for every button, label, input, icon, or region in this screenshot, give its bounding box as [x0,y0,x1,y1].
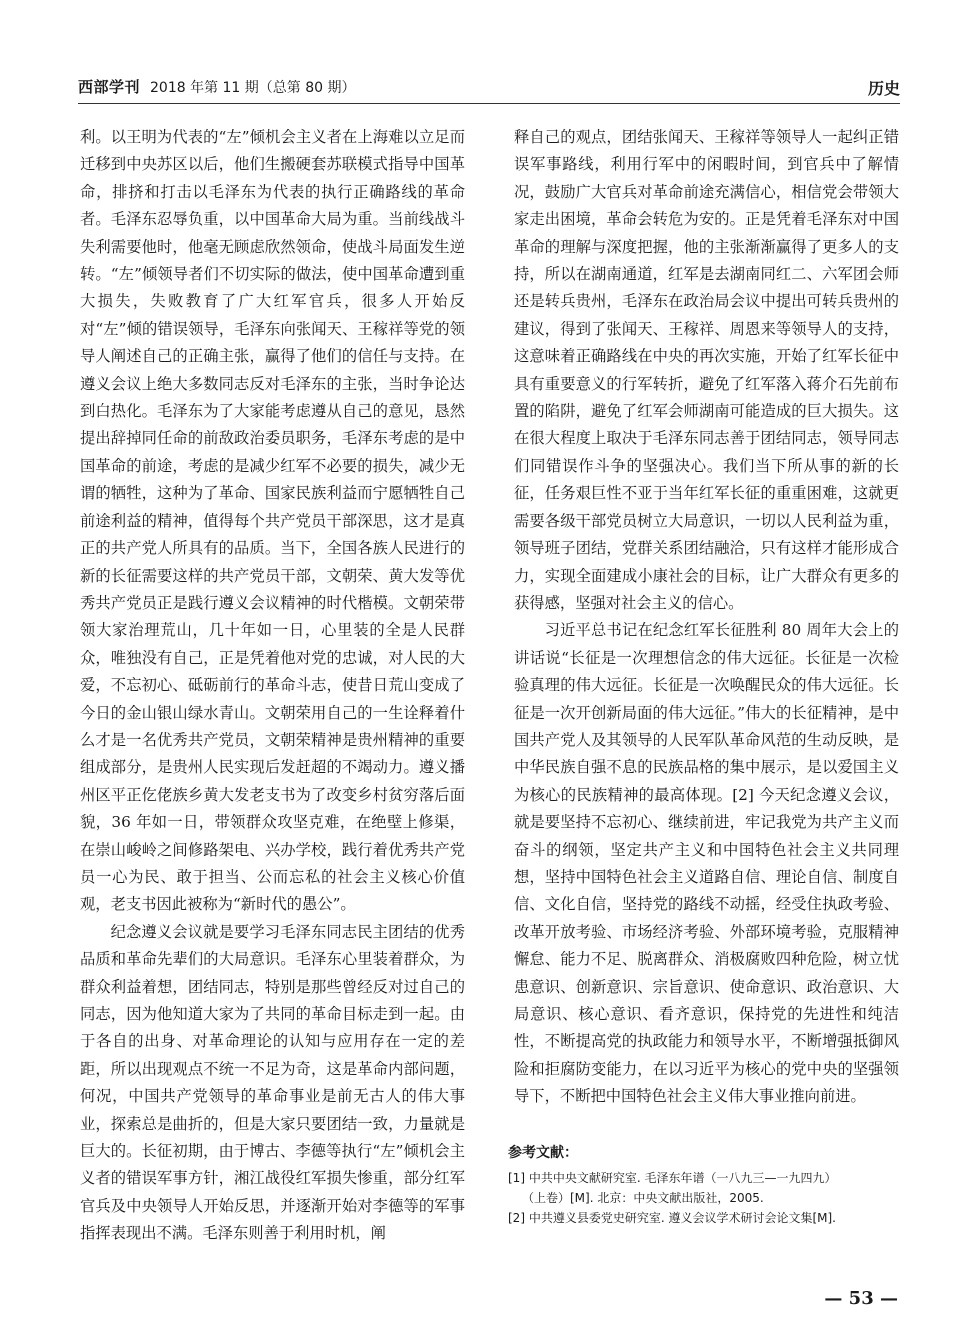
paragraph: 习近平总书记在纪念红军长征胜利 80 周年大会上的讲话说“长征是一次理想信念的伟大远征。长征是一次检验真理的伟大远征。长征是一次唤醒民众的伟大远征。长征是一次开创新局面的伟大远征。”伟大的长征精神，是中国共产党人及其领导的人民军队革命风范的生动反映，是中华民族自强不息的民族品格的集中展示，是以爱国主义为核心的民族精神的最高体现。[2] 今天纪念遵义会议，就是要坚持不忘初心、继续前进，牢记我党为共产主义而奋斗的纲领，坚定共产主义和中国特色社会主义共同理想，坚持中国特色社会主义道路自信、理论自信、制度自信、文化自信，坚持党的路线不动摇，经受住执政考验、改革开放考验、市场经济考验、外部环境考验，克服精神懈怠、能力不足、脱离群众、消极腐败四种危险，树立忧患意识、创新意识、宗旨意识、使命意识、政治意识、大局意识、核心意识、看齐意识，保持党的先进性和纯洁性，不断提高党的执政能力和领导水平，不断增强抵御风险和拒腐防变能力，在以习近平为核心的党中央的坚强领导下，不断把中国特色社会主义伟大事业推向前进。 [514,621,899,1106]
reference-item [508,1208,900,1228]
references-heading: 参考文献： [508,1145,578,1161]
reference-item-continued [508,1188,900,1208]
issue-info: 2018 年第 11 期（总第 80 期） [150,80,356,96]
references [508,1142,900,1228]
journal-title: 西部学刊 [78,78,141,96]
reference-label: [2] [508,1211,525,1225]
paragraph: 利。以王明为代表的“左”倾机会主义者在上海难以立足而迁移到中央苏区以后，他们生搬硬套苏联模式指导中国革命，排挤和打击以毛泽东为代表的执行正确路线的革命者。毛泽东忍辱负重，以中国革命大局为重。当前线战斗失利需要他时，他毫无顾虑欣然领命，使战斗局面发生逆转。“左”倾领导者们不切实际的做法，使中国革命遭到重大损失，失败教育了广大红军官兵，很多人开始反对“左”倾的错误领导，毛泽东向张闻天、王稼祥等党的领导人阐述自己的正确主张，赢得了他们的信任与支持。在遵义会议上绝大多数同志反对毛泽东的主张，当时争论达到白热化。毛泽东为了大家能考虑遵从自己的意见，恳然提出辞掉同任命的前敌政治委员职务，毛泽东考虑的是中国革命的前途，考虑的是减少红军不必要的损失，减少无谓的牺牲，这种为了革命、国家民族利益而宁愿牺牲自己前途利益的精神，值得每个共产党员干部深思，这才是真正的共产党人所具有的品质。当下，全国各族人民进行的新的长征需要这样的共产党员干部，文朝荣、黄大发等优秀共产党员正是践行遵义会议精神的时代楷模。文朝荣带领大家治理荒山，几十年如一日，心里装的全是人民群众，唯独没有自己，正是凭着他对党的忠诚，对人民的大爱，不忘初心、砥砺前行的革命斗志，使昔日荒山变成了今日的金山银山绿水青山。文朝荣用自己的一生诠释着什么才是一名优秀共产党员，文朝荣精神是贵州精神的重要组成部分，是贵州人民实现后发赶超的不竭动力。遵义播州区平正仡佬族乡黄大发老支书为了改变乡村贫穷落后面貌，36 年如一日，带领群众攻坚克难，在绝壁上修渠，在崇山峻岭之间修路架电、兴办学校，践行着优秀共产党员一心为民、敢于担当、公而忘私的社会主义核心价值观，老支书因此被称为“新时代的愚公”。 [80,128,465,914]
reference-text: （上卷）[M]. 北京：中央文献出版社，2005. [522,1191,764,1205]
header-rule [78,103,900,104]
running-header [78,76,900,98]
page-number: — 53 — [824,1288,898,1309]
reference-item [508,1168,900,1188]
section-label: 历史 [867,79,900,98]
right-column [514,124,899,1111]
reference-text: 中共遵义县委党史研究室. 遵义会议学术研讨会论文集[M]. [528,1211,836,1225]
reference-text: 中共中央文献研究室. 毛泽东年谱（一八九三—一九四九） [528,1171,837,1185]
paragraph: 纪念遵义会议就是要学习毛泽东同志民主团结的优秀品质和革命先辈们的大局意识。毛泽东心里装着群众，为群众利益着想，团结同志，特别是那些曾经反对过自己的同志，因为他知道大家为了共同的革命目标走到一起。由于各自的出身、对革命理论的认知与应用存在一定的差距，所以出现观点不统一不足为奇，这是革命内部问题，何况，中国共产党领导的革命事业是前无古人的伟大事业，探索总是曲折的，但是大家只要团结一致，力量就是巨大的。长征初期，由于博古、李德等执行“左”倾机会主义者的错误军事方针，湘江战役红军损失惨重，部分红军官兵及中央领导人开始反思，并逐渐开始对李德等的军事指挥表现出不满。毛泽东则善于利用时机，阐 [80,922,465,1243]
left-column [80,124,465,1248]
paragraph: 释自己的观点，团结张闻天、王稼祥等领导人一起纠正错误军事路线，利用行军中的闲暇时间，到官兵中了解情况，鼓励广大官兵对革命前途充满信心，相信党会带领大家走出困境，革命会转危为安的。正是凭着毛泽东对中国革命的理解与深度把握，他的主张渐渐赢得了更多人的支持，所以在湖南通道，红军是去湖南同红二、六军团会师还是转兵贵州，毛泽东在政治局会议中提出可转兵贵州的建议，得到了张闻天、王稼祥、周恩来等领导人的支持，这意味着正确路线在中央的再次实施，开始了红军长征中具有重要意义的行军转折，避免了红军落入蒋介石先前布置的陷阱，避免了红军会师湖南可能造成的巨大损失。这在很大程度上取决于毛泽东同志善于团结同志，领导同志们同错误作斗争的坚强决心。我们当下所从事的新的长征，任务艰巨性不亚于当年红军长征的重重困难，这就更需要各级干部党员树立大局意识，一切以人民利益为重，领导班子团结，党群关系团结融洽，只有这样才能形成合力，实现全面建成小康社会的目标，让广大群众有更多的获得感，坚强对社会主义的信心。 [514,128,899,612]
reference-label: [1] [508,1171,525,1185]
